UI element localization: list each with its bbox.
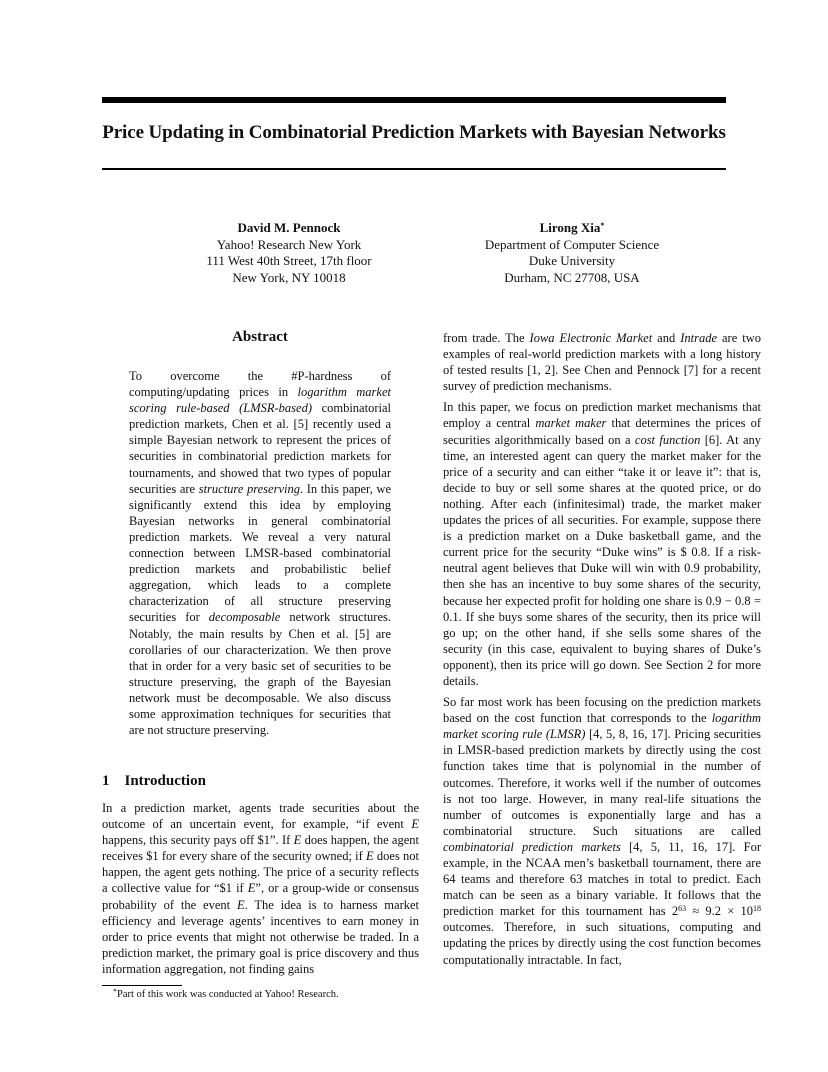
footnote-mark: * (600, 221, 605, 230)
author-city: Durham, NC 27708, USA (504, 269, 640, 285)
title-rule-bottom (102, 168, 726, 170)
author-name: Lirong Xia* (539, 220, 605, 235)
right-column-text (443, 330, 761, 973)
footnote: *Part of this work was conducted at Yahoo! Research. (113, 987, 339, 1000)
author-affiliation: Yahoo! Research New York (216, 236, 362, 252)
abstract-heading: Abstract (232, 329, 288, 345)
title-rule-top (102, 97, 726, 103)
footnote-rule (102, 985, 182, 986)
author-name: David M. Pennock (237, 220, 341, 235)
introduction-text: In a prediction market, agents trade securities about the outcome of an uncertain event, for example, “if event E happens, this security pays off $1”. If E does happen, the agent receives $1 for every share of the security owned; if E does not happen, the agent gets nothing. The price of a security reflects a collective value for “$1 if E”, or a group-wide or consensus probability of the event E. The idea is to harness market efficiency and leverage agents’ incentives to earn money in order to price events that might not otherwise be traded. In a prediction market, the primary goal is price discovery and thus information aggregation, not finding gains (102, 801, 420, 976)
section-heading-introduction: 1 Introduction (102, 773, 206, 789)
paragraph: So far most work has been focusing on the prediction markets based on the cost function that corresponds to the logarithm market scoring rule (LMSR) [4, 5, 8, 16, 17]. Pricing securities in LMSR-based prediction markets by directly using the cost function takes time that is polynomial in the number of outcomes. Therefore, it works well if the number of outcomes is not too large. However, in many real-life situations the number of outcomes is exponentially large and has a combinatorial structure. Such situations are called combinatorial prediction markets [4, 5, 11, 16, 17]. For example, in the NCAA men’s basketball tournament, there are 64 teams and therefore 63 matches in total to predict. Each match can be seen as a binary variable. It follows that the prediction market for this tournament has $2^{63} \approx 9.2 \times 10^{18}$ outcomes. Therefore, in such situations, computing and updating the prices by directly using the cost function becomes computationally intractable. In fact, (443, 695, 762, 967)
paper-title: Price Updating in Combinatorial Prediction Markets with Bayesian Networks (102, 122, 726, 143)
author-address: 111 West 40th Street, 17th floor (206, 253, 372, 268)
paragraph: In this paper, we focus on prediction market mechanisms that employ a central market maker that determines the prices of securities algorithmically based on a cost function [6]. At any time, an interested agent can query the market maker for the price of a security and can either “take it or leave it”: that is, decide to buy or sell some shares at the quoted price, or do nothing. After each (infinitesimal) trade, the market maker updates the prices of all securities. For example, suppose there is a prediction market on a Duke basketball game, and the current price for the security “Duke wins” is $ 0.8. If a risk-neutral agent believes that Duke will win with 0.9 probability, then she has an incentive to buy some shares of the security, because her expected profit for holding one share is 0.9 − 0.8 = 0.1. If she buys some shares of the security, then its price will go up; on the other hand, if she sells some shares of the security (in this case, equivalent to buying shares of Duke’s opponent), then its price will go down. See Section 2 for more details. (443, 400, 761, 688)
author-institution: Duke University (528, 253, 616, 268)
abstract-text: To overcome the #P-hardness of computing/updating prices in logarithm market scoring rule-based (LMSR-based) combinatorial prediction markets, Chen et al. [5] recently used a simple Bayesian network to represent the prices of securities in combinatorial prediction markets for tournaments, and showed that two types of popular securities are structure preserving. In this paper, we significantly extend this idea by employing Bayesian networks in general combinatorial prediction markets. We reveal a very natural connection between LMSR-based combinatorial prediction markets and probabilistic belief aggregation, which leads to a complete characterization of all structure preserving securities for decomposable network structures. Notably, the main results by Chen et al. [5] are corollaries of our characterization. We then prove that in order for a very basic set of securities to be structure preserving, the graph of the Bayesian network must be decomposable. We also discuss some approximation techniques for securities that are not structure preserving. (129, 369, 392, 738)
author-affiliation: Department of Computer Science (484, 236, 660, 252)
paragraph: from trade. The Iowa Electronic Market and Intrade are two examples of real-world prediction markets with a long history of tested results [1, 2]. See Chen and Pennock [7] for a recent survey of prediction mechanisms. (443, 331, 761, 394)
author-block-pennock (159, 220, 419, 286)
author-city: New York, NY 10018 (232, 269, 346, 285)
author-block-xia (442, 220, 702, 286)
